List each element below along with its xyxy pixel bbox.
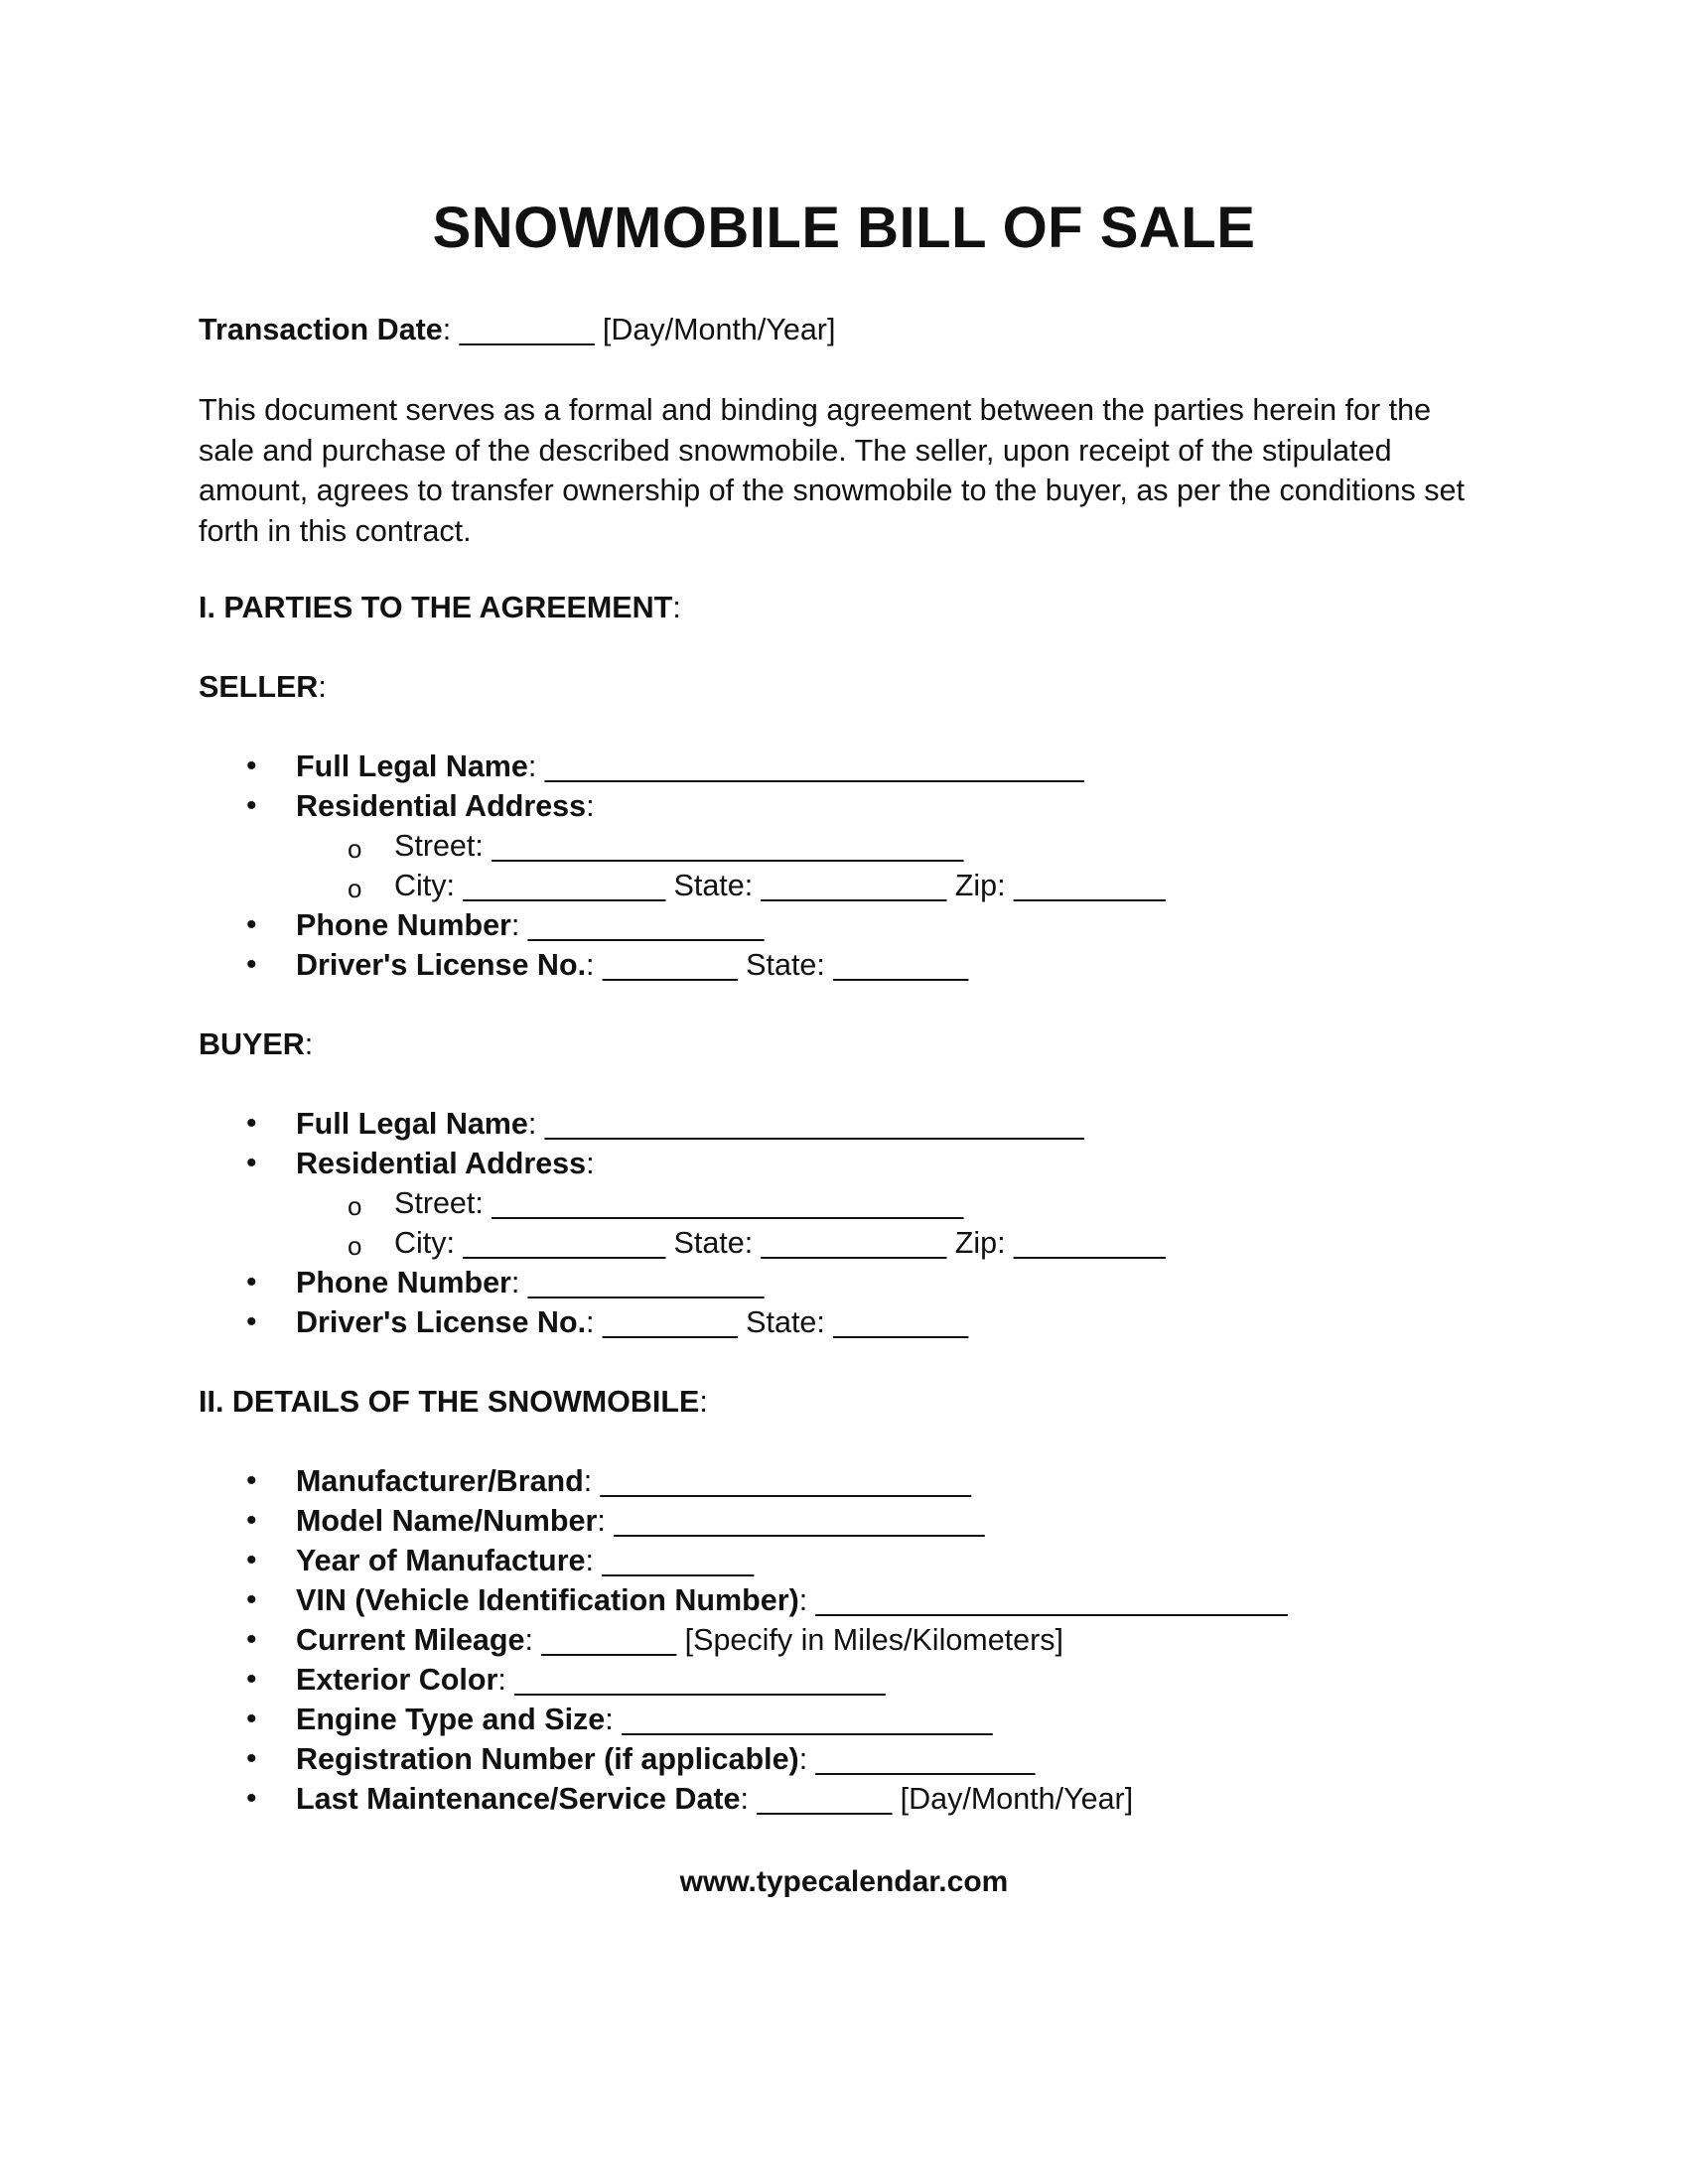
bullet: • [246,1544,257,1576]
section-details-heading [199,1382,708,1422]
field-label: Exterior Color [296,1663,498,1697]
field-label: Phone Number [296,908,511,942]
field-label: Phone Number [296,1266,511,1299]
intro-line: sale and purchase of the described snowmobile. The seller, upon receipt of the stipulated [199,433,1392,468]
field-blank: : ________ State: ________ [586,1305,969,1339]
seller-license-field [296,945,968,985]
color-field [296,1660,886,1700]
field-blank: : _____________ [798,1742,1036,1776]
sub-bullet: o [348,1231,362,1261]
bullet: • [246,1703,257,1735]
field-label: Manufacturer/Brand [296,1464,584,1498]
field-label: Current Mileage [296,1623,525,1657]
field-label: Model Name/Number [296,1504,598,1538]
field-blank: : ____________________________ [798,1583,1288,1617]
bullet: • [246,948,257,981]
section-parties-colon: : [672,591,681,624]
bullet: • [246,1266,257,1298]
bullet: • [246,1464,257,1497]
field-label: Full Legal Name [296,750,528,783]
bullet: • [246,1583,257,1616]
sub-bullet: o [348,834,362,864]
field-label: Residential Address [296,789,587,823]
mileage-field [296,1620,1063,1660]
transaction-date-label: Transaction Date [199,313,443,346]
bullet: • [246,750,257,782]
field-blank: : ________ [Specify in Miles/Kilometers] [524,1623,1063,1657]
field-label: VIN (Vehicle Identification Number) [296,1583,799,1617]
field-blank: : ______________________ [597,1504,985,1538]
buyer-address-field [296,1144,595,1183]
seller-heading [199,667,327,707]
buyer-license-field [296,1302,968,1342]
buyer-colon: : [304,1027,314,1061]
buyer-phone-field [296,1263,764,1302]
seller-colon: : [318,670,327,704]
maintenance-field [296,1779,1133,1819]
seller-street-field: Street: ____________________________ [394,829,964,863]
engine-field [296,1700,992,1739]
sub-bullet: o [348,874,362,903]
field-label: Driver's License No. [296,1305,587,1339]
model-field [296,1501,985,1541]
section-details-title: II. DETAILS OF THE SNOWMOBILE [199,1385,700,1419]
seller-city-state-zip-field: City: ____________ State: ___________ Zip: _________ [394,869,1166,902]
field-blank: : ________________________________ [527,1107,1084,1141]
bullet: • [246,1623,257,1656]
bullet: • [246,1663,257,1696]
seller-phone-field [296,905,764,945]
buyer-full-name-field [296,1104,1084,1144]
field-label: Registration Number (if applicable) [296,1742,799,1776]
manufacturer-field [296,1461,971,1501]
intro-line: forth in this contract. [199,513,472,548]
field-colon: : [586,1147,595,1180]
field-label: Last Maintenance/Service Date [296,1782,741,1816]
section-parties-title: I. PARTIES TO THE AGREEMENT [199,591,673,624]
intro-paragraph [199,390,1509,551]
bullet: • [246,1504,257,1537]
bullet: • [246,1782,257,1815]
intro-line: amount, agrees to transfer ownership of the snowmobile to the buyer, as per the conditions set [199,474,1465,507]
field-blank: : ______________________ [583,1464,971,1498]
bullet: • [246,1147,257,1179]
seller-title: SELLER [199,670,319,704]
document-title: SNOWMOBILE BILL OF SALE [432,196,1256,260]
field-blank: : ________ State: ________ [586,948,969,982]
seller-address-field [296,786,595,826]
section-parties-heading [199,588,681,627]
field-label: Engine Type and Size [296,1703,606,1736]
field-label: Year of Manufacture [296,1544,586,1577]
transaction-date-line [199,310,835,349]
section-details-colon: : [699,1385,708,1419]
buyer-title: BUYER [199,1027,305,1061]
footer-website: www.typecalendar.com [679,1865,1009,1898]
bullet: • [246,1107,257,1140]
field-blank: : _________ [585,1544,755,1577]
field-blank: : ________ [Day/Month/Year] [740,1782,1134,1816]
intro-line: This document serves as a formal and binding agreement between the parties herein for the [199,393,1432,427]
bullet: • [246,1742,257,1775]
field-blank: : ________________________________ [527,750,1084,783]
buyer-city-state-zip-field: City: ____________ State: ___________ Zip: _________ [394,1226,1166,1260]
transaction-date-value: : ________ [Day/Month/Year] [442,313,836,346]
field-blank: : ______________ [510,1266,765,1299]
field-blank: : ______________________ [605,1703,993,1736]
field-colon: : [586,789,595,823]
registration-field [296,1739,1035,1779]
field-label: Driver's License No. [296,948,587,982]
bullet: • [246,1305,257,1338]
buyer-heading [199,1024,313,1064]
bullet: • [246,789,257,822]
field-blank: : ______________ [510,908,765,942]
seller-full-name-field [296,747,1084,786]
buyer-street-field: Street: ____________________________ [394,1186,964,1220]
year-field [296,1541,754,1580]
sub-bullet: o [348,1191,362,1221]
field-blank: : ______________________ [497,1663,886,1697]
field-label: Residential Address [296,1147,587,1180]
vin-field [296,1580,1288,1620]
bullet: • [246,908,257,941]
field-label: Full Legal Name [296,1107,528,1141]
